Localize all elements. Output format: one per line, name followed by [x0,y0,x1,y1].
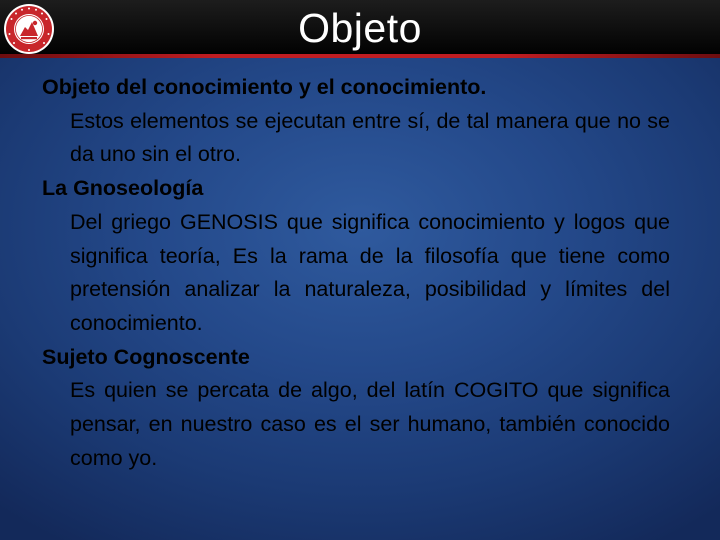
title-bar [0,0,720,58]
section-heading: Objeto del conocimiento y el conocimiento. [42,75,487,99]
section-heading: Sujeto Cognoscente [42,344,250,369]
section-body: Del griego GENOSIS que significa conocimiento y logos que significa teoría, Es la rama de la filosofía que tiene como pretensión analizar la naturaleza, posibilidad y límites del conocimiento. [70,209,670,335]
slide-title: Objeto [298,5,422,51]
section-heading: La Gnoseología [42,176,204,201]
section-body: Es quien se percata de algo, del latín COGITO que significa pensar, en nuestro caso es el ser humano, también conocido como yo. [70,378,670,470]
slide-content [42,71,670,475]
section-body: Estos elementos se ejecutan entre sí, de tal manera que no se da uno sin el otro. [70,108,670,167]
